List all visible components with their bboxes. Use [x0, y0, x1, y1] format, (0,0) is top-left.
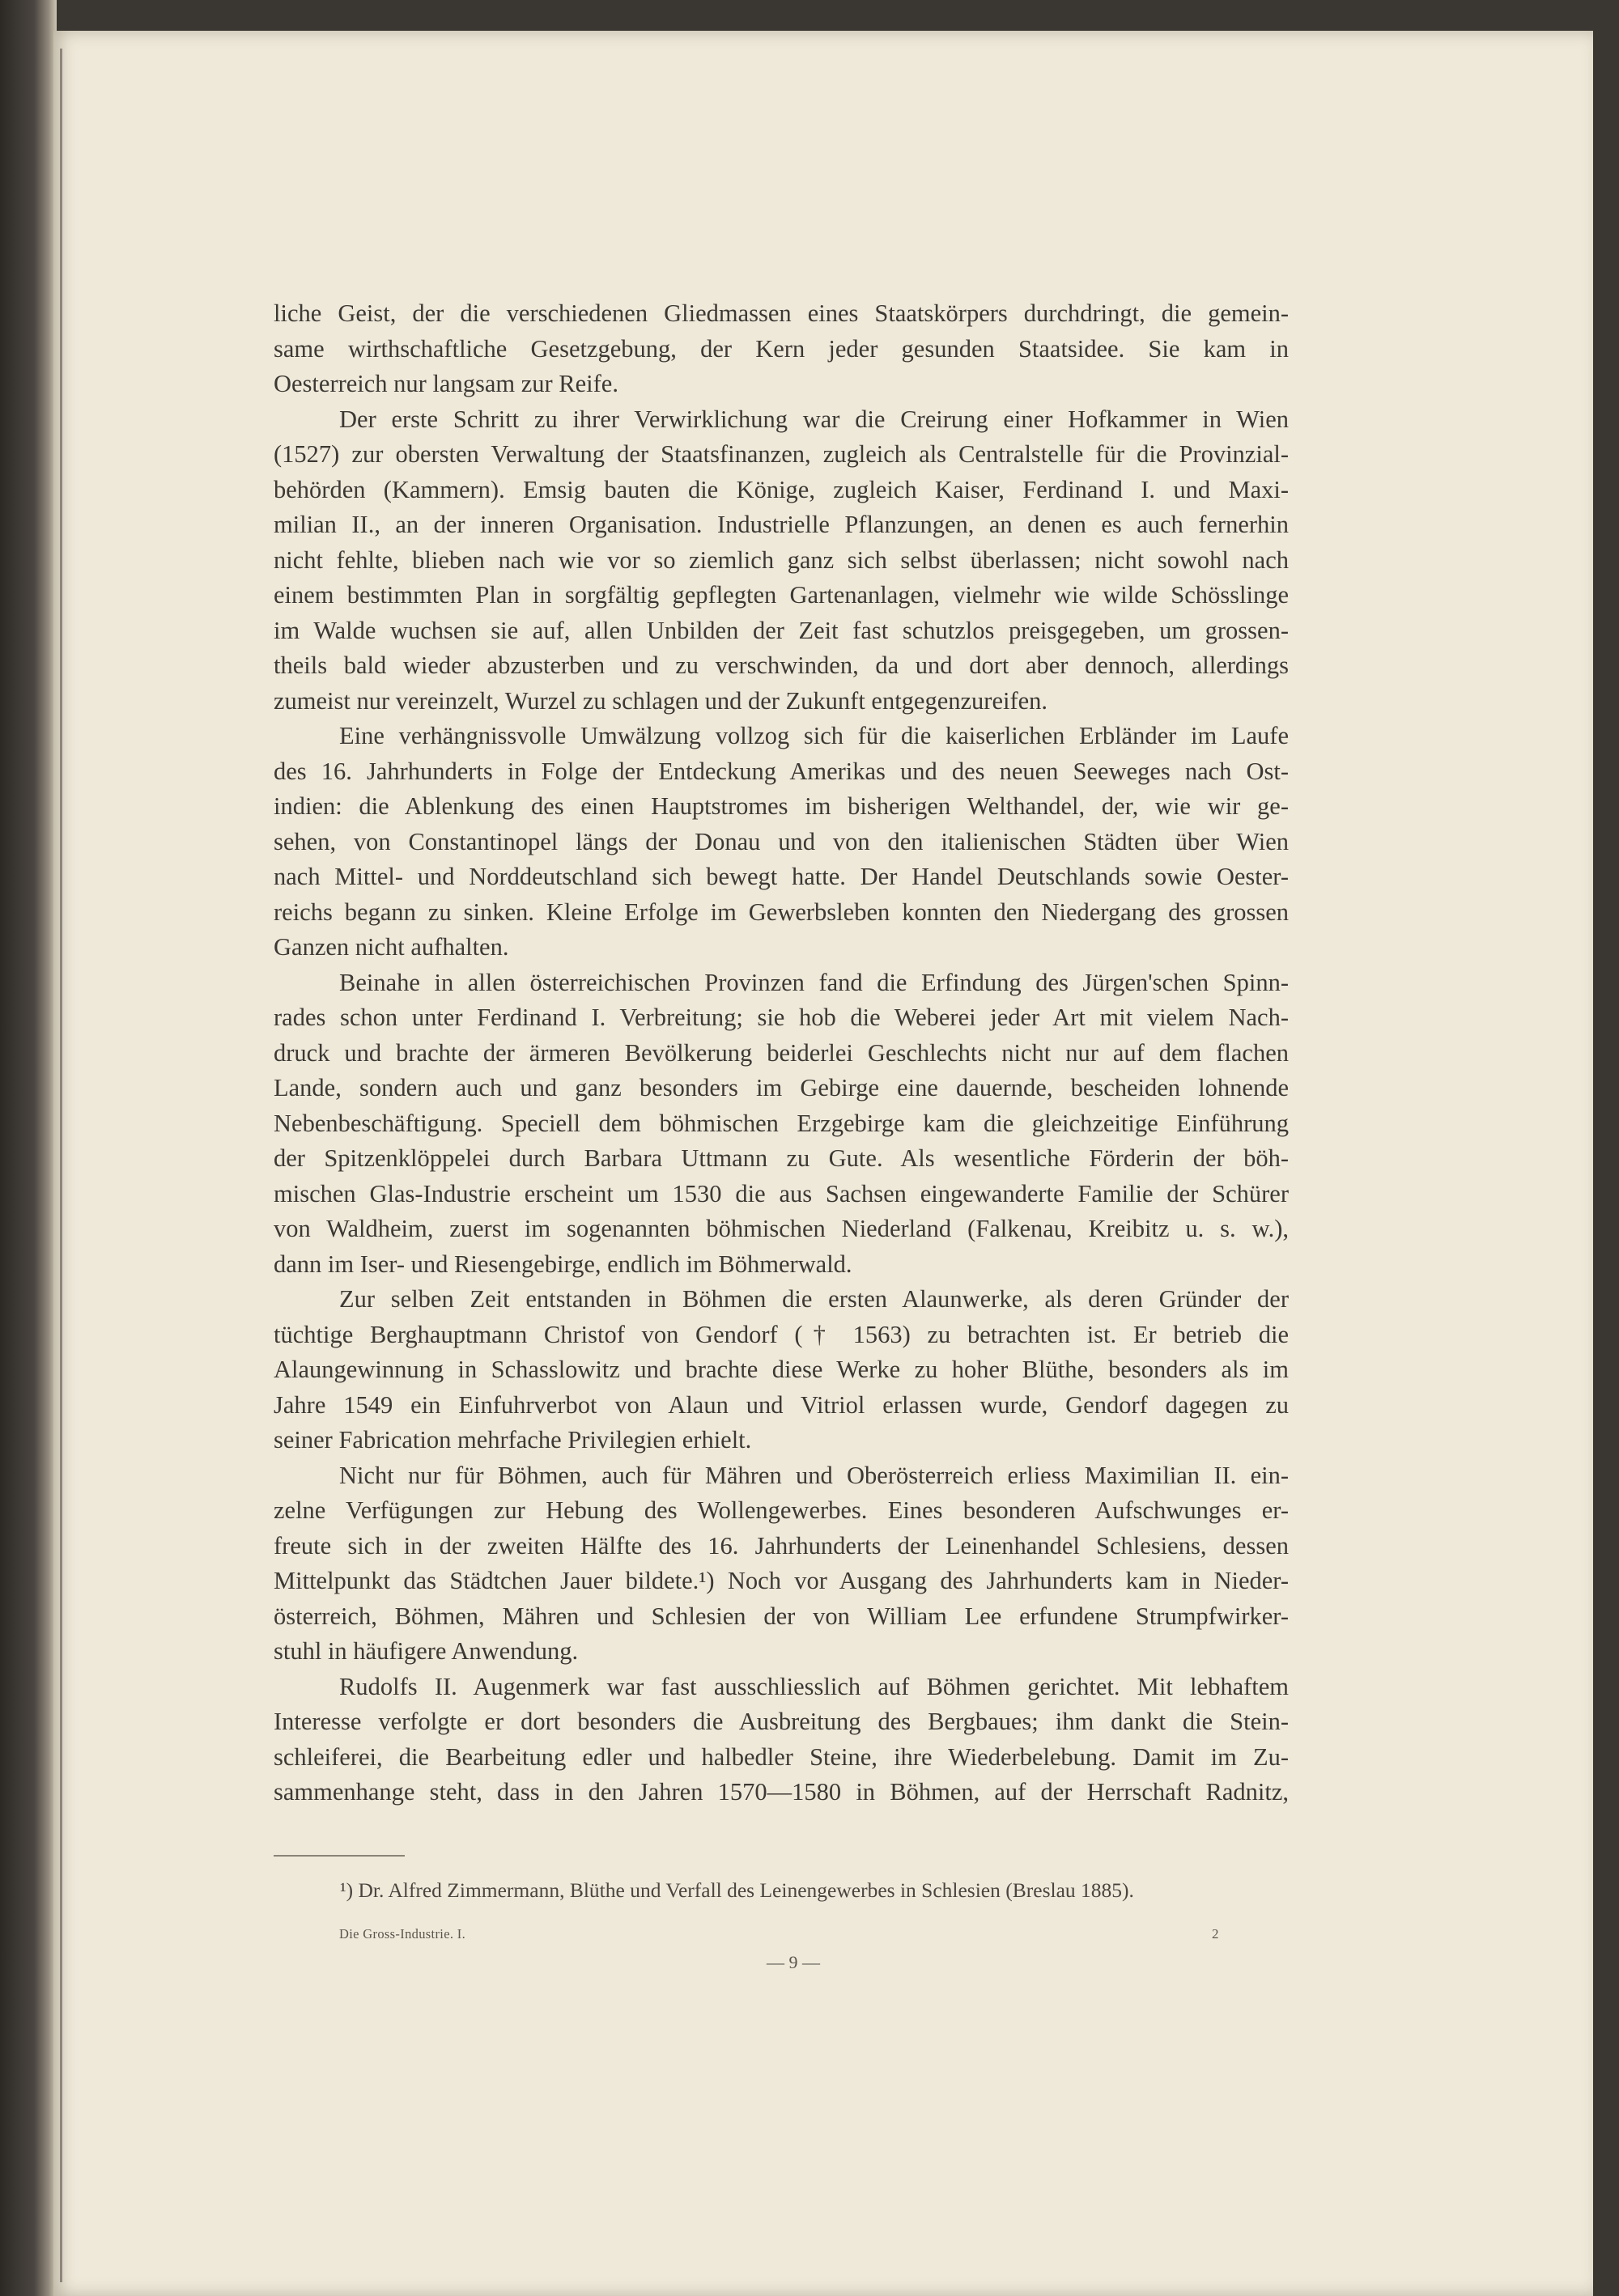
text-line: zumeist nur vereinzelt, Wurzel zu schlagen und der Zukunft entgegenzureifen. [274, 686, 1048, 715]
text-line: von Waldheim, zuerst im sogenannten böhmischen Niederland (Falkenau, Kreibitz u. s. w.), [274, 1215, 1289, 1242]
text-line: (1527) zur obersten Verwaltung der Staatsfinanzen, zugleich als Centralstelle für die Provinzial- [274, 440, 1289, 468]
text-line: indien: die Ablenkung des einen Hauptstromes im bisherigen Welthandel, der, wie wir ge- [274, 792, 1289, 820]
text-line: Mittelpunkt das Städtchen Jauer bildete.¹) Noch vor Ausgang des Jahrhunderts kam in Nieder- [274, 1567, 1289, 1594]
text-line: liche Geist, der die verschiedenen Gliedmassen eines Staatskörpers durchdringt, die gemein- [274, 299, 1289, 327]
text-line: Jahre 1549 ein Einfuhrverbot von Alaun und Vitriol erlassen wurde, Gendorf dagegen zu [274, 1390, 1289, 1419]
text-line: seiner Fabrication mehrfache Privilegien erhielt. [274, 1426, 752, 1454]
text-line: Lande, sondern auch und ganz besonders im Gebirge eine dauernde, bescheiden lohnende [274, 1074, 1289, 1101]
text-line: Beinahe in allen österreichischen Provinzen fand die Erfindung des Jürgen'schen Spinn- [339, 968, 1289, 996]
body-text [274, 296, 1289, 1810]
text-line: sammenhange steht, dass in den Jahren 1570—1580 in Böhmen, auf der Herrschaft Radnitz, [274, 1778, 1289, 1806]
text-line: same wirthschaftliche Gesetzgebung, der Kern jeder gesunden Staatsidee. Sie kam in [274, 334, 1289, 363]
signature-number: 2 [1212, 1926, 1219, 1942]
text-line: Ganzen nicht aufhalten. [274, 933, 509, 961]
text-line: im Walde wuchsen sie auf, allen Unbilden der Zeit fast schutzlos preisgegeben, um grossen- [274, 616, 1289, 644]
text-line: dann im Iser- und Riesengebirge, endlich im Böhmerwald. [274, 1250, 852, 1278]
text-line: zelne Verfügungen zur Hebung des Wollengewerbes. Eines besonderen Aufschwunges er- [274, 1496, 1289, 1524]
text-line: Interesse verfolgte er dort besonders die Ausbreitung des Bergbaues; ihm dankt die Stein- [274, 1708, 1289, 1735]
text-line: milian II., an der inneren Organisation. Industrielle Pflanzungen, an denen es auch fernerhin [274, 511, 1289, 538]
page-number: — 9 — [767, 1952, 820, 1972]
text-line: rades schon unter Ferdinand I. Verbreitung; sie hob die Weberei jeder Art mit vielem Nach- [274, 1004, 1289, 1031]
text-line: Alaungewinnung in Schasslowitz und brachte diese Werke zu hoher Blüthe, besonders als im [274, 1356, 1289, 1383]
signature-mark: Die Gross-Industrie. I. [339, 1926, 466, 1942]
text-line: Der erste Schritt zu ihrer Verwirklichung war die Creirung einer Hofkammer in Wien [339, 405, 1289, 433]
footnote-rule [274, 1855, 405, 1857]
book-spine [0, 0, 57, 2296]
text-line: druck und brachte der ärmeren Bevölkerung beiderlei Geschlechts nicht nur auf dem flachen [274, 1038, 1289, 1067]
text-line: theils bald wieder abzusterben und zu verschwinden, da und dort aber dennoch, allerdings [274, 651, 1289, 679]
footnote [340, 1876, 1295, 1905]
text-line: tüchtige Berghauptmann Christof von Gendorf († 1563) zu betrachten ist. Er betrieb die [274, 1320, 1289, 1348]
text-line: Nicht nur für Böhmen, auch für Mähren und Oberösterreich erliess Maximilian II. ein- [339, 1461, 1289, 1489]
text-line: Zur selben Zeit entstanden in Böhmen die ersten Alaunwerke, als deren Gründer der [339, 1285, 1289, 1313]
text-line: schleiferei, die Bearbeitung edler und halbedler Steine, ihre Wiederbelebung. Damit im Zu- [274, 1742, 1289, 1771]
text-line: Eine verhängnissvolle Umwälzung vollzog sich für die kaiserlichen Erbländer im Laufe [339, 722, 1289, 749]
text-line: des 16. Jahrhunderts in Folge der Entdeckung Amerikas und des neuen Seeweges nach Ost- [274, 757, 1289, 785]
text-line: reichs begann zu sinken. Kleine Erfolge im Gewerbsleben konnten den Niedergang des grossen [274, 898, 1289, 926]
footnote-marker: ¹) [340, 1878, 354, 1902]
text-line: Nebenbeschäftigung. Speciell dem böhmischen Erzgebirge kam die gleichzeitige Einführung [274, 1109, 1289, 1137]
text-line: nach Mittel- und Norddeutschland sich bewegt hatte. Der Handel Deutschlands sowie Oester- [274, 863, 1289, 890]
text-line: nicht fehlte, blieben nach wie vor so ziemlich ganz sich selbst überlassen; nicht sowohl nach [274, 545, 1289, 574]
text-line: sehen, von Constantinopel längs der Donau und von den italienischen Städten über Wien [274, 827, 1289, 855]
text-line: Rudolfs II. Augenmerk war fast ausschliesslich auf Böhmen gerichtet. Mit lebhaftem [339, 1672, 1289, 1700]
text-line: freute sich in der zweiten Hälfte des 16. Jahrhunderts der Leinenhandel Schlesiens, dessen [274, 1531, 1289, 1560]
text-line: der Spitzenklöppelei durch Barbara Uttmann zu Gute. Als wesentliche Förderin der böh- [274, 1144, 1289, 1172]
text-line: mischen Glas-Industrie erscheint um 1530 die aus Sachsen eingewanderte Familie der Schürer [274, 1179, 1289, 1207]
gutter-edge [60, 49, 62, 2282]
text-line: einem bestimmten Plan in sorgfältig gepflegten Gartenanlagen, vielmehr wie wilde Schösslinge [274, 581, 1289, 609]
footnote-text: Dr. Alfred Zimmermann, Blüthe und Verfall des Leinengewerbes in Schlesien (Breslau 1885). [358, 1878, 1134, 1902]
text-line: behörden (Kammern). Emsig bauten die Könige, zugleich Kaiser, Ferdinand I. und Maxi- [274, 475, 1289, 503]
text-line: stuhl in häufigere Anwendung. [274, 1637, 579, 1665]
text-line: Oesterreich nur langsam zur Reife. [274, 370, 618, 397]
text-line: österreich, Böhmen, Mähren und Schlesien der von William Lee erfundene Strumpfwirker- [274, 1602, 1289, 1630]
